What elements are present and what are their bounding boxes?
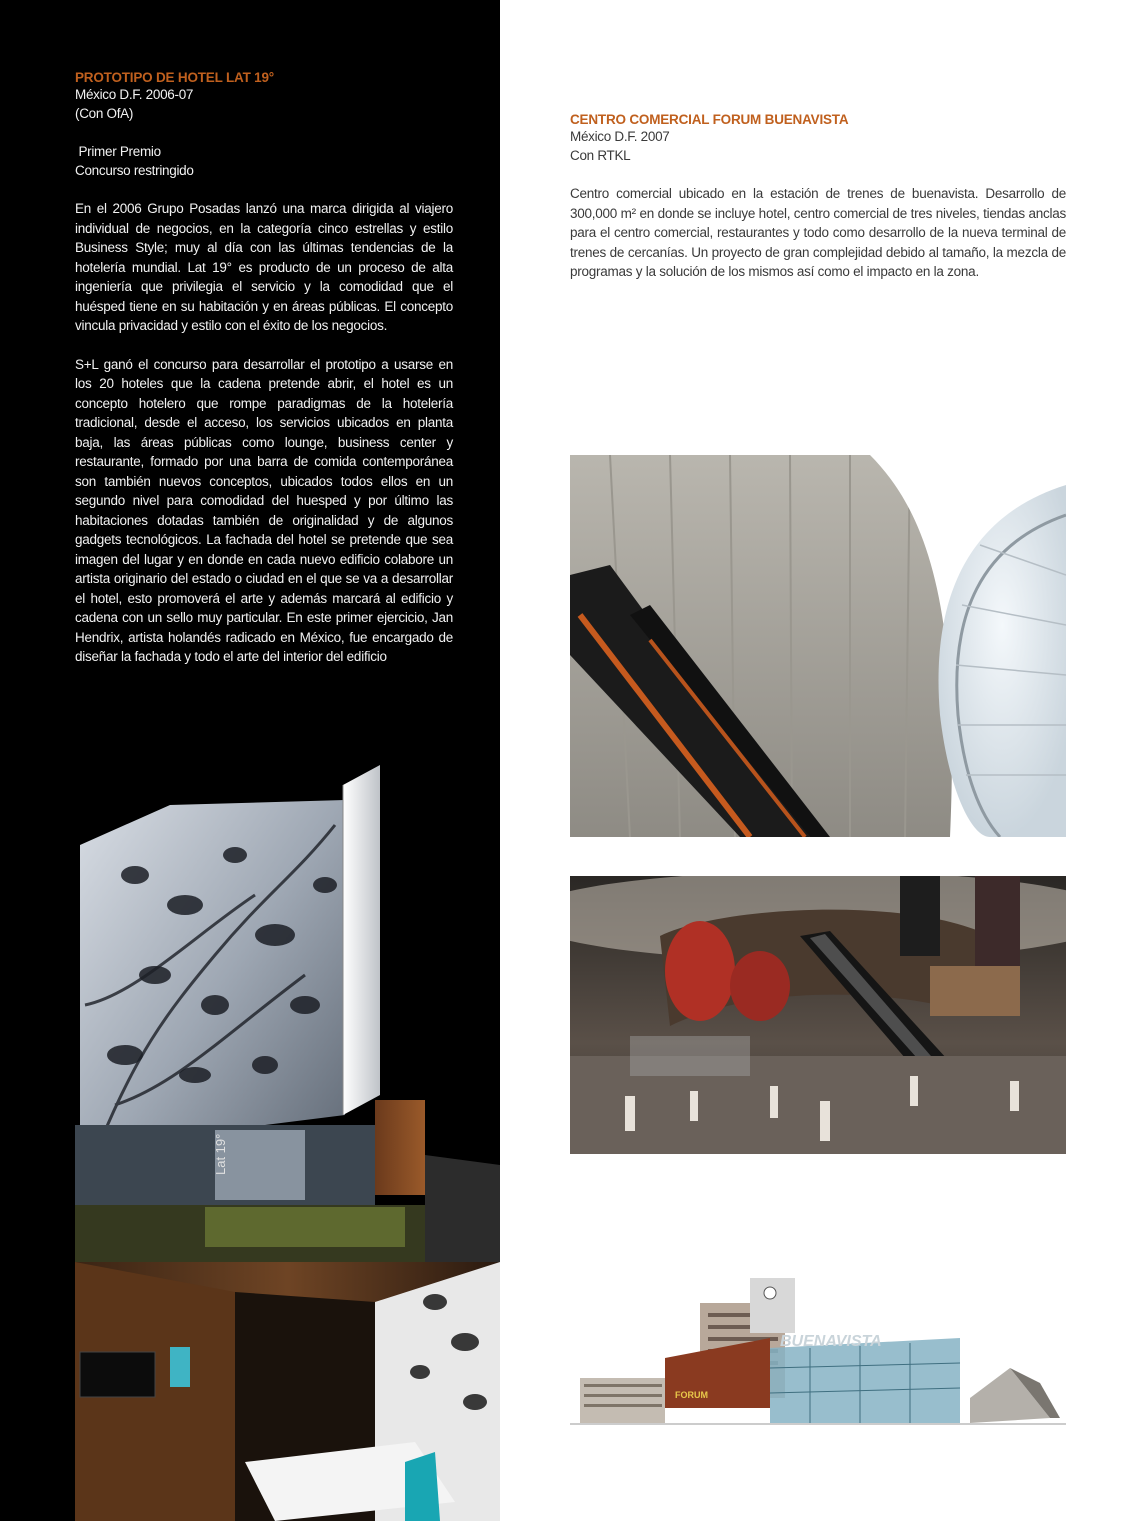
- hotel-project-title: PROTOTIPO DE HOTEL LAT 19°: [75, 70, 274, 85]
- hotel-sign-text: Lat 19°: [213, 1133, 228, 1175]
- mall-facade-sign-text: FORUM: [675, 1390, 708, 1400]
- mall-sign-text: BUENAVISTA: [780, 1333, 882, 1350]
- mall-paragraph: Centro comercial ubicado en la estación de trenes de buenavista. Desarrollo de 300,000 m² en donde se incluye hotel, centro comercial de tres niveles, tiendas anclas para el centro comercial, restaurantes y todo como desarrollo de la nueva terminal de trenes de cercanías. Un proyecto de gran complejidad debido al tamaño, la mezcla de programas y la solución de los mismos así como el impacto en la zona.: [570, 186, 1066, 279]
- hotel-paragraph-2: S+L ganó el concurso para desarrollar el prototipo a usarse en los 20 hoteles que la cadena pretende abrir, el hotel es un concepto hotelero que rompe paradigmas de la hotelería tradicional, desde el acceso, los servicios ubicados en planta baja, las áreas públicas como lounge, business center y restaurante, formado por una barra de comida contemporánea son también nuevos conceptos, ubicados todos ellos en un segundo nivel para comodidad del huesped y por último las habitaciones dotadas también de originalidad y de algunos gadgets tecnológicos. La fachada del hotel se pretende que sea imagen del lugar y en donde en cada nuevo edificio colabore un artista originario del estado o ciudad en el que se va a desarrollar el hotel, esto promoverá el arte y además marcará al edificio y cadena con un sello muy particular. En este primer ejercicio, Jan Hendrix, artista holandés radicado en México, fue encargado de diseñar la fachada y todo el arte del interior del edificio: [75, 356, 453, 664]
- right-panel: [500, 0, 1141, 1521]
- mall-atrium-photo: [570, 876, 1066, 1154]
- hotel-project-text: [75, 70, 453, 686]
- hotel-paragraph-1: En el 2006 Grupo Posadas lanzó una marca dirigida al viajero individual de negocios, en la categoría cinco estrellas y estilo Business Style; muy al día con las últimas tendencias de la hotelería mundial. Lat 19° es producto de un proceso de alta ingeniería que privilegia el servicio y la comodidad que el huésped tiene en su habitación y en áreas públicas. El concepto vincula privacidad y estilo con el éxito de los negocios.: [75, 201, 453, 333]
- hotel-award-detail: Concurso restringido: [75, 163, 194, 178]
- mall-collaborator: Con RTKL: [570, 148, 631, 163]
- mall-skylight-photo: [570, 455, 1066, 837]
- hotel-collaborator: (Con OfA): [75, 106, 134, 121]
- mall-location: México D.F. 2007: [570, 129, 670, 144]
- left-panel: [0, 0, 500, 1521]
- hotel-location: México D.F. 2006-07: [75, 87, 194, 102]
- mall-project-text: [570, 112, 1066, 282]
- mall-project-title: CENTRO COMERCIAL FORUM BUENAVISTA: [570, 112, 849, 127]
- hotel-award: Primer Premio: [75, 144, 161, 159]
- mall-elevation-rendering: [570, 1268, 1066, 1444]
- hotel-room-photo: [75, 1262, 500, 1521]
